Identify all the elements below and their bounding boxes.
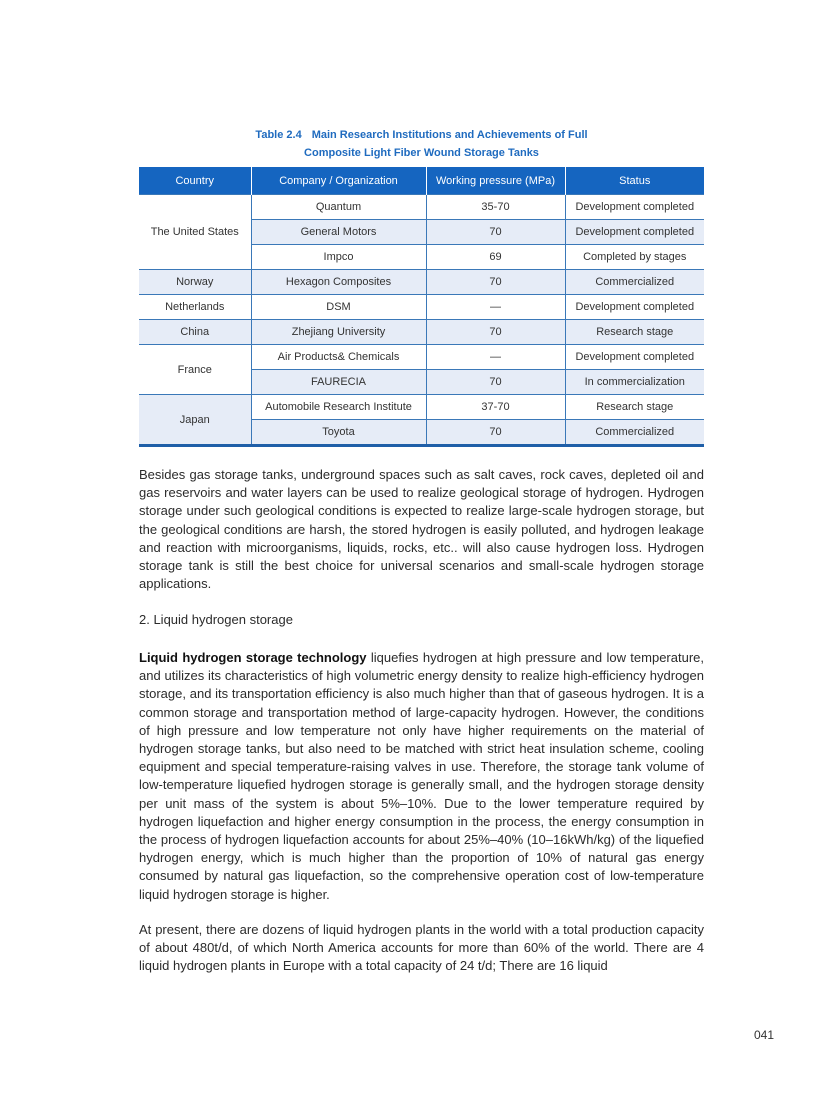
table-row bbox=[139, 395, 704, 420]
country-cell: France bbox=[139, 345, 251, 395]
status-cell: In commercialization bbox=[565, 370, 704, 395]
company-cell: Zhejiang University bbox=[251, 320, 426, 345]
research-institutions-table bbox=[139, 167, 704, 447]
status-cell: Development completed bbox=[565, 345, 704, 370]
header-pressure: Working pressure (MPa) bbox=[426, 167, 565, 195]
paragraph-body: liquefies hydrogen at high pressure and low temperature, and utilizes its characteristics of high volumetric energy density to realize high-efficiency hydrogen storage, and its transportation efficiency is also much higher than that of gaseous hydrogen. It is a common storage and transportation method of large-capacity hydrogen. However, the conditions of high pressure and low temperature not only have higher requirements on the material of hydrogen storage tanks, but also need to be matched with strict heat insulation scheme, cooling equipment and special temperature-raising valves in use. Therefore, the storage tank volume of low-temperature liquefied hydrogen storage is generally small, and the hydrogen storage density per unit mass of the system is about 5%–10%. Due to the lower temperature required by hydrogen liquefaction and higher energy consumption in the process, the energy consumption in the process of hydrogen liquefaction accounts for about 25%–40% (10–16kWh/kg) of the liquefied hydrogen energy, which is much higher than the proportion of 10% of natural gas energy consumed by natural gas liquefaction, so the comprehensive operation cost of low-temperature liquid hydrogen storage is higher. bbox=[139, 650, 704, 902]
table-row bbox=[139, 195, 704, 220]
header-country: Country bbox=[139, 167, 251, 195]
company-cell: Hexagon Composites bbox=[251, 270, 426, 295]
pressure-cell: 35-70 bbox=[426, 195, 565, 220]
company-cell: Air Products& Chemicals bbox=[251, 345, 426, 370]
table-header-row bbox=[139, 167, 704, 195]
status-cell: Commercialized bbox=[565, 270, 704, 295]
table-caption bbox=[139, 126, 704, 162]
country-cell: The United States bbox=[139, 195, 251, 270]
table-title-line1: Main Research Institutions and Achievements of Full bbox=[311, 129, 588, 141]
pressure-cell: 69 bbox=[426, 245, 565, 270]
company-cell: Impco bbox=[251, 245, 426, 270]
paragraph-plants: At present, there are dozens of liquid hydrogen plants in the world with a total production capacity of about 480t/d, of which North America accounts for more than 60% of the world. There are 4 liquid hydrogen plants in Europe with a total capacity of 24 t/d; There are 16 liquid bbox=[139, 922, 704, 974]
table-row bbox=[139, 295, 704, 320]
pressure-cell: 70 bbox=[426, 320, 565, 345]
status-cell: Development completed bbox=[565, 220, 704, 245]
header-status: Status bbox=[565, 167, 704, 195]
status-cell: Commercialized bbox=[565, 420, 704, 446]
pressure-cell: 70 bbox=[426, 420, 565, 446]
pressure-cell: 70 bbox=[426, 220, 565, 245]
company-cell: Quantum bbox=[251, 195, 426, 220]
country-cell: Norway bbox=[139, 270, 251, 295]
paragraph-geological-storage: Besides gas storage tanks, underground spaces such as salt caves, rock caves, depleted oil and gas reservoirs and water layers can be used to realize geological storage of hydrogen. Hydrogen storage under such geological conditions is expected to realize large-scale hydrogen storage, but the geological conditions are harsh, the stored hydrogen is easily polluted, and hydrogen leakage and reaction with microorganisms, liquids, rocks, etc.. will also cause hydrogen loss. Hydrogen storage tank is still the best choice for universal scenarios and small-scale hydrogen storage applications. bbox=[139, 467, 704, 592]
pressure-cell: — bbox=[426, 295, 565, 320]
pressure-cell: — bbox=[426, 345, 565, 370]
status-cell: Research stage bbox=[565, 395, 704, 420]
table-row bbox=[139, 270, 704, 295]
pressure-cell: 70 bbox=[426, 370, 565, 395]
table-row bbox=[139, 345, 704, 370]
table-title-line2: Composite Light Fiber Wound Storage Tanks bbox=[304, 147, 539, 159]
status-cell: Development completed bbox=[565, 195, 704, 220]
pressure-cell: 70 bbox=[426, 270, 565, 295]
company-cell: DSM bbox=[251, 295, 426, 320]
status-cell: Research stage bbox=[565, 320, 704, 345]
country-cell: Japan bbox=[139, 395, 251, 446]
country-cell: China bbox=[139, 320, 251, 345]
table-row bbox=[139, 320, 704, 345]
company-cell: General Motors bbox=[251, 220, 426, 245]
company-cell: Automobile Research Institute bbox=[251, 395, 426, 420]
page-number: 041 bbox=[754, 1028, 775, 1042]
country-cell: Netherlands bbox=[139, 295, 251, 320]
table-number: Table 2.4 bbox=[255, 129, 302, 141]
pressure-cell: 37-70 bbox=[426, 395, 565, 420]
lead-term: Liquid hydrogen storage technology bbox=[139, 650, 367, 665]
section-heading: 2. Liquid hydrogen storage bbox=[139, 612, 293, 627]
status-cell: Completed by stages bbox=[565, 245, 704, 270]
status-cell: Development completed bbox=[565, 295, 704, 320]
company-cell: Toyota bbox=[251, 420, 426, 446]
company-cell: FAURECIA bbox=[251, 370, 426, 395]
paragraph-liquid-hydrogen bbox=[139, 649, 704, 904]
header-company: Company / Organization bbox=[251, 167, 426, 195]
